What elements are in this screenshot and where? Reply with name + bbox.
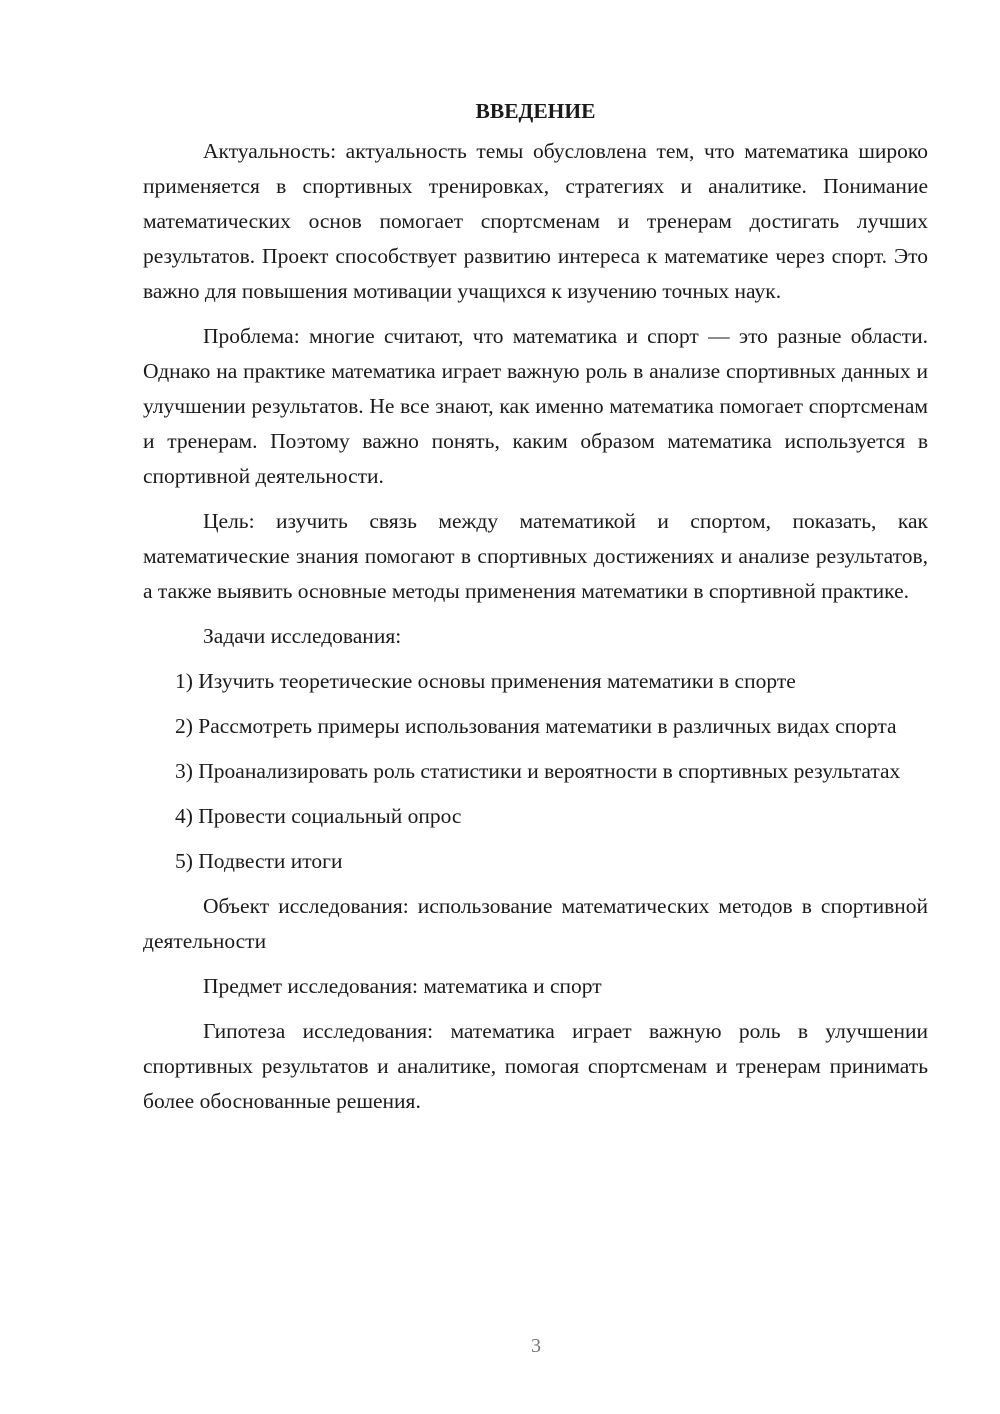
task-item-3: 3) Проанализировать роль статистики и вероятности в спортивных результатах — [175, 759, 901, 783]
tasks-heading: Задачи исследования: — [203, 624, 402, 648]
problem-paragraph: Проблема: многие считают, что математика и спорт — это разные области. Однако на практике математика играет важную роль в анализе спортивных данных и улучшении результатов. Не все знают, как именно математика помогает спортсменам и тренерам. Поэтому важно понять, каким образом математика используется в спортивной деятельности. — [143, 324, 928, 488]
subject-paragraph: Предмет исследования: математика и спорт — [203, 974, 602, 998]
hypothesis-paragraph: Гипотеза исследования: математика играет важную роль в улучшении спортивных результатов и аналитике, помогая спортсменам и тренерам принимать более обоснованные решения. — [143, 1019, 928, 1113]
section-heading: ВВЕДЕНИЕ — [475, 99, 596, 123]
task-item-5: 5) Подвести итоги — [175, 849, 343, 873]
task-item-2: 2) Рассмотреть примеры использования математики в различных видах спорта — [175, 714, 897, 738]
page-number: 3 — [531, 1335, 541, 1357]
object-paragraph: Объект исследования: использование математических методов в спортивной деятельности — [143, 894, 928, 953]
task-item-1: 1) Изучить теоретические основы применения математики в спорте — [175, 669, 796, 693]
goal-paragraph: Цель: изучить связь между математикой и спортом, показать, как математические знания помогают в спортивных достижениях и анализе результатов, а также выявить основные методы применения математики в спортивной практике. — [143, 509, 928, 603]
page-content — [143, 94, 928, 1129]
task-item-4: 4) Провести социальный опрос — [175, 804, 462, 828]
relevance-paragraph: Актуальность: актуальность темы обусловлена тем, что математика широко применяется в спортивных тренировках, стратегиях и аналитике. Понимание математических основ помогает спортсменам и тренерам достигать лучших результатов. Проект способствует развитию интереса к математике через спорт. Это важно для повышения мотивации учащихся к изучению точных наук. — [143, 139, 928, 303]
